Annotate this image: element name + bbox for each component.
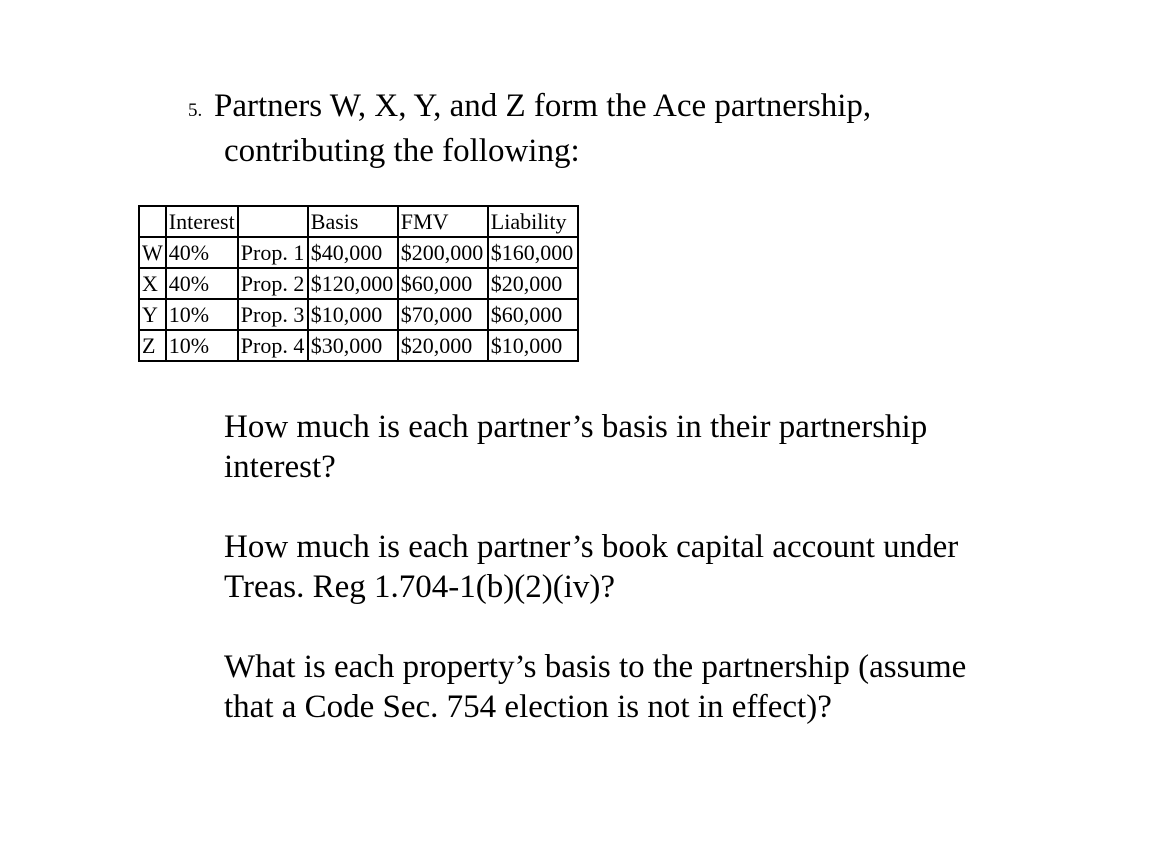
cell-liability: $60,000 (488, 299, 578, 330)
table-row (139, 268, 578, 299)
cell-liability: $20,000 (488, 268, 578, 299)
cell-fmv: $70,000 (398, 299, 488, 330)
cell-basis: $120,000 (308, 268, 398, 299)
cell-fmv: $200,000 (398, 237, 488, 268)
cell-property: Prop. 4 (238, 330, 308, 361)
question-2-line-2: Treas. Reg 1.704-1(b)(2)(iv)? (224, 569, 616, 605)
problem-line-1 (188, 86, 1088, 131)
cell-basis: $40,000 (308, 237, 398, 268)
cell-liability: $10,000 (488, 330, 578, 361)
problem-text-line-2: contributing the following: (224, 133, 580, 169)
question-2-line-1: How much is each partner’s book capital account under (224, 529, 959, 565)
question-1-line-1: How much is each partner’s basis in their partnership (224, 409, 928, 445)
cell-fmv: $60,000 (398, 268, 488, 299)
question-1 (224, 407, 1124, 487)
cell-partner: Z (139, 330, 166, 361)
question-3 (224, 647, 1124, 727)
cell-interest: 40% (166, 268, 238, 299)
cell-basis: $30,000 (308, 330, 398, 361)
header-basis: Basis (308, 206, 398, 237)
table-row (139, 299, 578, 330)
header-liability: Liability (488, 206, 578, 237)
table-header-row (139, 206, 578, 237)
cell-property: Prop. 3 (238, 299, 308, 330)
header-property (238, 206, 308, 237)
questions-list (224, 407, 1124, 767)
question-3-line-2: that a Code Sec. 754 election is not in effect)? (224, 689, 832, 725)
question-1-line-2: interest? (224, 449, 336, 485)
cell-partner: X (139, 268, 166, 299)
table-row (139, 237, 578, 268)
cell-basis: $10,000 (308, 299, 398, 330)
header-partner (139, 206, 166, 237)
table-row (139, 330, 578, 361)
cell-fmv: $20,000 (398, 330, 488, 361)
cell-interest: 10% (166, 330, 238, 361)
cell-partner: Y (139, 299, 166, 330)
cell-interest: 40% (166, 237, 238, 268)
header-interest: Interest (166, 206, 238, 237)
question-3-line-1: What is each property’s basis to the partnership (assume (224, 649, 967, 685)
problem-statement (188, 86, 1088, 171)
question-2 (224, 527, 1124, 607)
cell-interest: 10% (166, 299, 238, 330)
cell-property: Prop. 2 (238, 268, 308, 299)
problem-number: 5. (188, 100, 203, 121)
contributions-table (138, 205, 579, 362)
cell-partner: W (139, 237, 166, 268)
header-fmv: FMV (398, 206, 488, 237)
cell-property: Prop. 1 (238, 237, 308, 268)
cell-liability: $160,000 (488, 237, 578, 268)
problem-text-line-1: Partners W, X, Y, and Z form the Ace partnership, (214, 88, 872, 124)
